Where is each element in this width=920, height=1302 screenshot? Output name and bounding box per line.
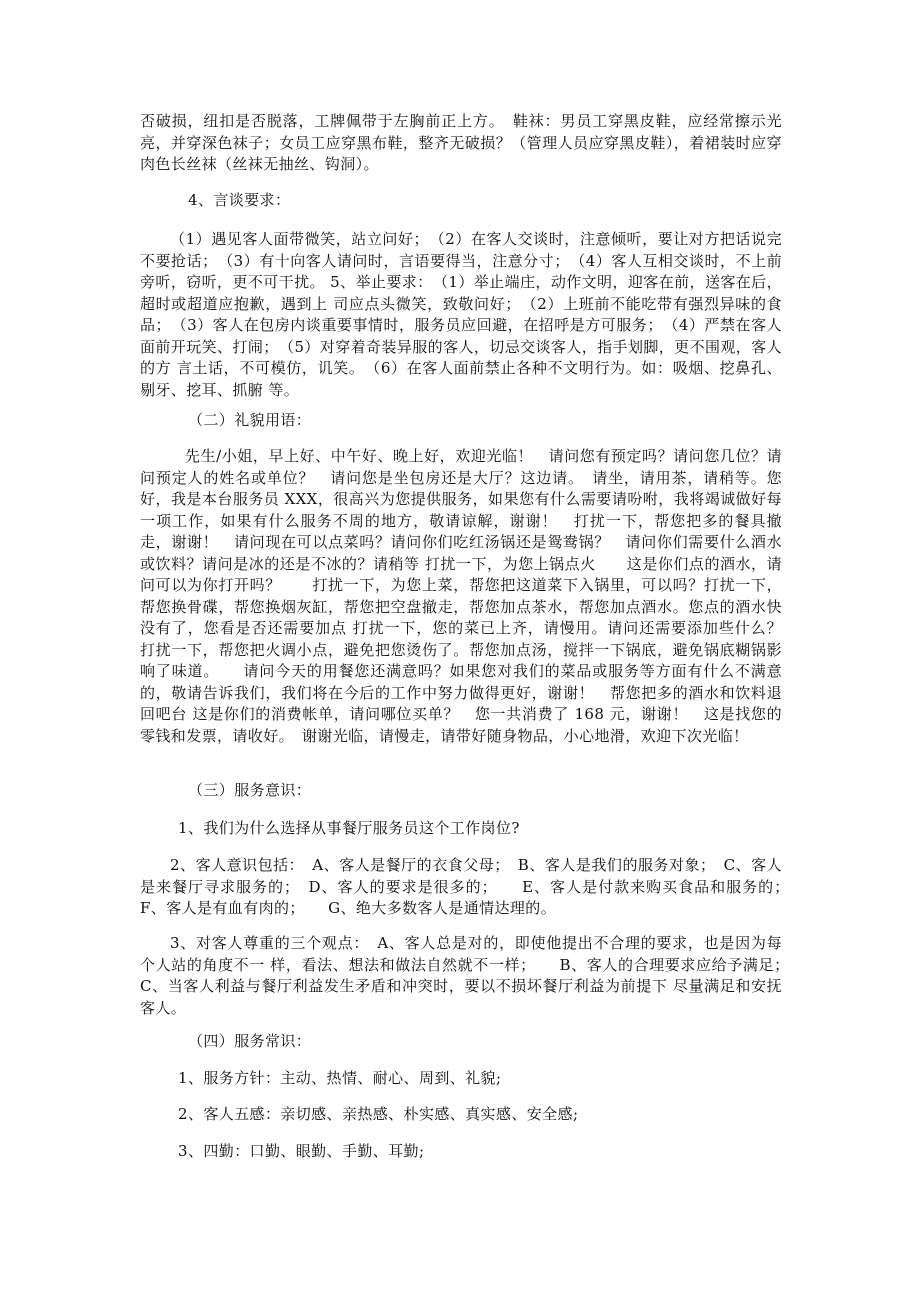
paragraph-dress-code: 否破损，纽扣是否脱落，工牌佩带于左胸前正上方。 鞋袜：男员工穿黑皮鞋，应经常擦示光亮，并穿深色袜子；女员工应穿黑布鞋，整齐无破损？（管理人员应穿黑皮鞋），着裙装时应穿肉色长丝袜（丝袜无抽丝、钩洞）。 [140, 112, 782, 173]
paragraph-common-2: 2、客人五感：亲切感、亲热感、朴实感、真实感、安全感; [178, 1105, 579, 1123]
paragraph-polite-language: 先生/小姐，早上好、中午好、晚上好，欢迎光临！ 请问您有预定吗？请问您几位？请问预定人的姓名或单位？ 请问您是坐包房还是大厅？这边请。 请坐，请用茶，请稍等。您好，我是本台服务员 XXX，很高兴为您提供服务，如果您有什么需要请吩咐，我将竭诚做好每一项工作，如果有什么服务不周的地方，敬请谅解，谢谢！ 打扰一下，帮您把多的餐具撤走，谢谢！ 请问现在可以点菜吗？请问你们吃红汤锅还是鸳鸯锅？ 请问你们需要什么酒水或饮料？请问是冰的还是不冰的？请稍等 打扰一下，为您上锅点火 这是你们点的酒水，请问可以为你打开吗？ 打扰一下，为您上菜，帮您把这道菜下入锅里，可以吗？打扰一下，帮您换骨碟，帮您换烟灰缸，帮您把空盘撤走，帮您加点茶水，帮您加点酒水。您点的酒水快没有了，您看是否还需要加点 打扰一下，您的菜已上齐，请慢用。请问还需要添加些什么？ 打扰一下，帮您把火调小点，避免把您烫伤了。帮您加点汤，搅拌一下锅底，避免锅底糊锅影响了味道。 请问今天的用餐您还满意吗？如果您对我们的菜品或服务等方面有什么不满意的，敬请告诉我们，我们将在今后的工作中努力做得更好，谢谢！ 帮您把多的酒水和饮料退回吧台 这是你们的消费帐单，请问哪位买单？ 您一共消费了 168 元，谢谢！ 这是找您的零钱和发票，请收好。 谢谢光临，请慢走，请带好随身物品，小心地滑，欢迎下次光临！ [140, 447, 798, 745]
heading-speech-requirements: 4、言谈要求： [188, 191, 291, 209]
paragraph-common-3: 3、四勤：口勤、眼勤、手勤、耳勤; [178, 1142, 425, 1160]
paragraph-awareness-2: 2、客人意识包括： A、客人是餐厅的衣食父母； B、客人是我们的服务对象； C、客人是来餐厅寻求服务的； D、客人的要求是很多的； E、客人是付款来购买食品和服务的； F、客人是有血有肉的； G、绝大多数客人是通情达理的。 [140, 856, 798, 917]
paragraph-speech-requirements: （1）遇见客人面带微笑，站立问好； （2）在客人交谈时，注意倾听，要让对方把话说完不要抢话； （3）有十向客人请问时，言语要得当，注意分寸； （4）客人互相交谈时，不上前旁听，窃听，更不可干扰。 5、举止要求： （1）举止端庄，动作文明，迎客在前，送客在后，超时或超道应抱歉，遇到上 司应点头微笑，致敬问好； （2）上班前不能吃带有强烈异味的食品； （3）客人在包房内谈重要事情时，服务员应回避，在招呼是方可服务； （4）严禁在客人面前开玩笑、打闹； （5）对穿着奇装异服的客人，切忌交谈客人，指手划脚，更不围观，客人的方 言土话，不可模仿，讥笑。 （6）在客人面前禁止各种不文明行为。如：吸烟、挖鼻孔、剔牙、挖耳、抓腑 等。 [140, 230, 782, 399]
paragraph-awareness-1: 1、我们为什么选择从事餐厅服务员这个工作岗位? [178, 819, 520, 837]
heading-service-awareness: （三）服务意识： [188, 781, 312, 799]
heading-polite-language: （二）礼貌用语： [188, 411, 312, 429]
paragraph-awareness-3: 3、对客人尊重的三个观点： A、客人总是对的，即使他提出不合理的要求，也是因为每个人站的角度不一 样，看法、想法和做法自然就不一样； B、客人的合理要求应给予满足； C、当客人利益与餐厅利益发生矛盾和冲突时，要以不损坏餐厅利益为前提下 尽量满足和安抚客人。 [140, 934, 813, 1017]
paragraph-common-1: 1、服务方针：主动、热情、耐心、周到、礼貌; [178, 1069, 502, 1087]
heading-service-common-sense: （四）服务常识： [188, 1032, 312, 1050]
